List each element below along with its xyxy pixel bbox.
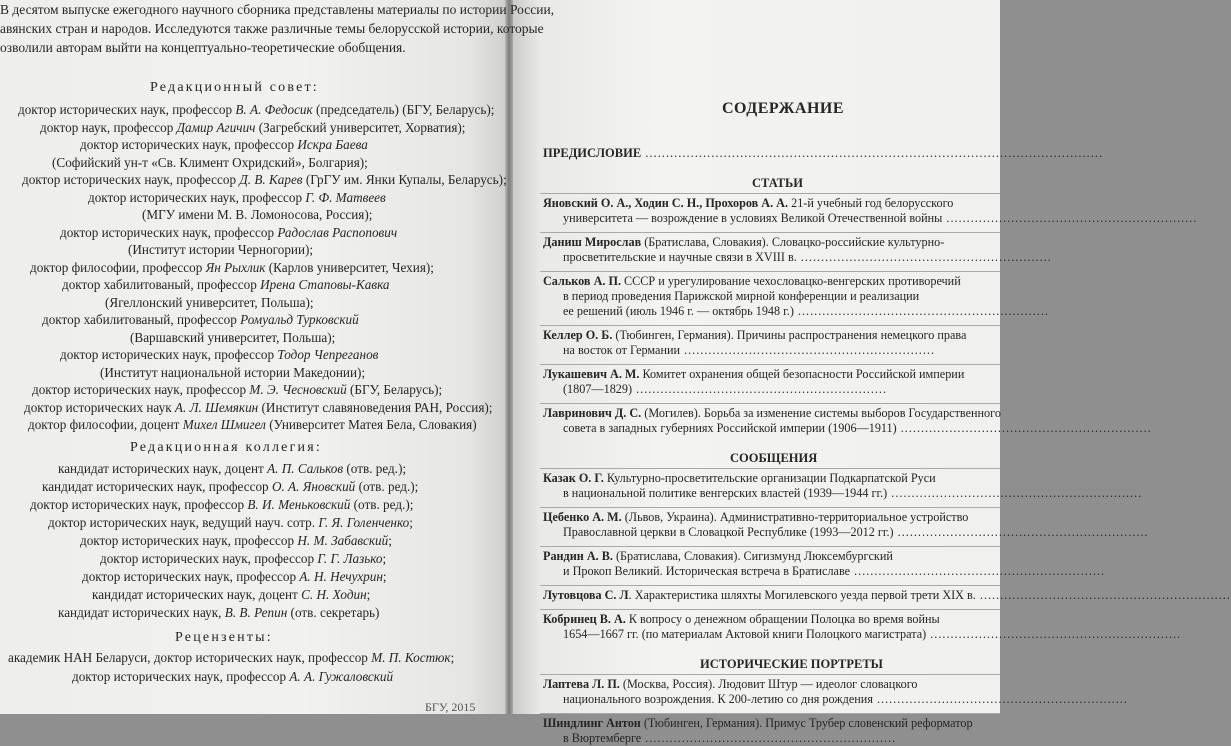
person-affiliation: ;	[450, 650, 455, 665]
person-role: кандидат исторических наук, доцент	[58, 461, 268, 476]
toc-preface	[543, 146, 1104, 161]
person-line	[58, 461, 406, 477]
person-role: доктор исторических наук, профессор	[18, 102, 236, 117]
book-gutter	[505, 0, 513, 714]
entry-line	[543, 471, 1000, 486]
entry-title: Культурно-просветительские организации Подкарпатской Руси	[603, 471, 936, 485]
person-name: М. Э. Чесновский	[249, 382, 347, 397]
person-role: доктор исторических наук, профессор	[30, 497, 248, 512]
person-affiliation: (ГрГУ им. Янки Купалы, Беларусь);	[302, 172, 507, 187]
person-line	[58, 605, 379, 621]
entry-line	[543, 549, 1000, 564]
entry-title: национального возрождения. К 200-летию со дня рождения	[563, 692, 873, 706]
person-affiliation: ;	[382, 551, 387, 566]
entry-line	[543, 716, 1000, 731]
entry-line	[563, 289, 1000, 304]
person-name: Дамир Агичич	[176, 119, 256, 135]
person-role: кандидат исторических наук,	[58, 605, 225, 620]
person-role: доктор исторических наук, профессор	[32, 382, 250, 397]
leader-dots: ..............................................................	[942, 211, 1198, 225]
entry-author: Лаптева Л. П.	[543, 677, 620, 691]
person-affiliation: ;	[366, 587, 371, 602]
person-role: доктор исторических наук, профессор	[82, 569, 300, 584]
person-line	[24, 400, 492, 416]
leader-dots: ..............................................................	[893, 525, 1149, 539]
leader-dots: ..............................................................	[975, 588, 1231, 602]
entry-divider	[540, 193, 1000, 194]
entry-title: совета в западных губерниях Российской империи (1906—1911)	[563, 421, 897, 435]
person-line	[80, 533, 392, 549]
entry-line	[563, 692, 1128, 707]
person-line	[100, 551, 386, 567]
person-name: В. И. Меньковский	[247, 497, 351, 512]
entry-title: университета — возрождение в условиях Великой Отечественной войны	[563, 211, 943, 225]
person-name: О. А. Яновский	[271, 479, 356, 494]
person-role: доктор философии, доцент	[28, 417, 183, 432]
person-role: доктор исторических наук, профессор	[80, 533, 298, 548]
board-heading: Редакционная коллегия:	[130, 440, 322, 455]
entry-line	[543, 588, 1231, 603]
leader-dots: ..............................................................	[641, 731, 897, 745]
person-line	[8, 650, 454, 666]
person-line	[92, 587, 370, 603]
person-affiliation: ;	[382, 569, 387, 584]
entry-title: (Тюбинген, Германия). Причины распространения немецкого права	[612, 328, 967, 342]
person-line	[18, 102, 494, 118]
entry-line	[563, 211, 1198, 226]
entry-title: . Характеристика шляхты Могилевского уезда первой трети XIX в.	[628, 588, 976, 602]
entry-line	[563, 304, 1049, 319]
person-affiliation: (Институт славяноведения РАН, Россия);	[258, 399, 493, 415]
person-role: академик НАН Беларуси, доктор исторических наук, профессор	[8, 650, 372, 665]
reviewers-heading: Рецензенты:	[175, 630, 273, 645]
person-role: (Варшавский университет, Польша);	[130, 329, 336, 345]
leader-dots: ..............................................................	[632, 382, 888, 396]
entry-title: и Прокоп Великий. Историческая встреча в Братиславе	[563, 564, 851, 578]
person-name: Н. М. Забавский	[297, 533, 389, 548]
person-line	[100, 365, 365, 381]
person-line	[130, 330, 335, 346]
entry-title: 21-й учебный год белорусского	[788, 196, 954, 210]
person-role: (Софийский ун-т «Св. Климент Охридский», Болгария);	[52, 154, 368, 170]
entry-divider	[540, 364, 1000, 365]
person-affiliation: (отв. секретарь)	[287, 605, 380, 620]
entry-line	[563, 627, 1182, 642]
entry-title: (Львов, Украина). Административно-территориальное устройство	[621, 510, 969, 524]
preface-label: ПРЕДИСЛОВИЕ	[543, 146, 642, 160]
entry-author: Сальков А. П.	[543, 274, 621, 288]
person-line	[60, 347, 378, 363]
entry-author: Келлер О. Б.	[543, 328, 613, 342]
person-role: (Институт истории Черногории);	[128, 242, 314, 257]
person-affiliation: (Университет Матея Бела, Словакия)	[265, 417, 477, 432]
entry-author: Кобринец В. А.	[543, 612, 626, 626]
person-affiliation: (председатель) (БГУ, Беларусь);	[312, 102, 495, 117]
intro-line: озволили авторам выйти на концептуально-теоретические обобщения.	[0, 40, 406, 55]
person-line	[62, 277, 390, 293]
person-line	[82, 569, 387, 585]
person-role: доктор хабилитованый, профессор	[42, 312, 241, 327]
entry-title: в национальной политике венгерских властей (1939—1944 гг.)	[563, 486, 888, 500]
person-line	[42, 479, 418, 495]
entry-title: К вопросу о денежном обращении Полоцка во время войны	[625, 612, 940, 626]
person-role: доктор наук, профессор	[40, 119, 177, 135]
person-affiliation: ;	[409, 515, 413, 530]
person-role: доктор исторических наук, профессор	[80, 137, 298, 152]
entry-divider	[540, 325, 1000, 326]
person-role: (МГУ имени М. В. Ломоносова, Россия);	[142, 207, 373, 222]
entry-line	[543, 406, 1000, 421]
entry-divider	[540, 403, 1000, 404]
person-name: В. В. Репин	[224, 605, 288, 620]
entry-author: Шиндлинг Антон	[543, 716, 641, 730]
person-name: А. П. Сальков	[267, 461, 344, 476]
person-name: Г. Г. Лазько	[317, 551, 383, 566]
person-role: кандидат исторических наук, доцент	[92, 587, 302, 602]
person-name: Г. Ф. Матвеев	[305, 189, 386, 205]
person-role: доктор исторических наук, профессор	[60, 224, 278, 240]
intro-line: В десятом выпуске ежегодного научного сборника представлены материалы по истории России,	[0, 2, 555, 17]
entry-line	[543, 367, 1000, 382]
toc-section-heading: ИСТОРИЧЕСКИЕ ПОРТРЕТЫ	[700, 657, 883, 671]
person-affiliation: ;	[388, 533, 392, 548]
entry-line	[543, 328, 1000, 343]
leader-dots: ...............................................................................................................	[641, 146, 1104, 160]
person-role: доктор исторических наук	[24, 399, 175, 415]
entry-divider	[540, 713, 1000, 714]
entry-title: (Москва, Россия). Людовит Штур — идеолог словацкого	[619, 677, 918, 691]
person-role: доктор философии, профессор	[30, 259, 206, 275]
entry-divider	[540, 507, 1000, 508]
entry-divider	[540, 271, 1000, 272]
entry-author: Казак О. Г.	[543, 471, 604, 485]
entry-title: Православной церкви в Словацкой Республике (1993—2012 гг.)	[563, 525, 894, 539]
entry-title: (Братислава, Словакия). Словацко-российские культурно-	[641, 235, 945, 249]
entry-line	[563, 486, 1143, 501]
person-line	[60, 225, 397, 241]
entry-title: Комитет охранения общей безопасности Российской империи	[639, 367, 965, 381]
toc-section-heading: СООБЩЕНИЯ	[730, 451, 818, 465]
entry-title: просветительские и научные связи в XVIII в.	[563, 250, 797, 264]
person-line	[40, 120, 465, 136]
entry-line	[543, 677, 1000, 692]
person-line	[30, 497, 413, 513]
person-name: С. Н. Ходин	[301, 587, 367, 602]
person-line	[142, 207, 372, 223]
person-role: кандидат исторических наук, профессор	[42, 479, 272, 494]
person-name: Михел Шмигел	[182, 417, 266, 432]
person-name: А. Л. Шемякин	[174, 399, 259, 415]
entry-divider	[540, 232, 1000, 233]
entry-divider	[540, 585, 1000, 586]
person-name: А. Н. Нечухрин	[299, 569, 383, 584]
entry-line	[563, 525, 1149, 540]
council-heading: Редакционный совет:	[150, 80, 319, 95]
entry-line	[563, 731, 1000, 746]
leader-dots: ..............................................................	[793, 304, 1049, 318]
person-role: доктор исторических наук, профессор	[100, 551, 318, 566]
entry-line	[543, 612, 1000, 627]
person-line	[80, 137, 368, 153]
entry-line	[543, 510, 1000, 525]
leader-dots: ..............................................................	[796, 250, 1052, 264]
person-line	[32, 382, 442, 398]
entry-line	[543, 274, 1000, 289]
person-name: Ирена Стаповы-Кавка	[260, 277, 390, 292]
person-name: Д. В. Карев	[239, 172, 303, 187]
entry-divider	[540, 609, 1000, 610]
person-affiliation: (отв. ред.);	[350, 497, 414, 512]
entry-author: Цебенко А. М.	[543, 510, 622, 524]
entry-title: СССР и урегулирование чехословацко-венгерских противоречий	[621, 274, 961, 288]
entry-line	[563, 382, 1000, 397]
entry-line	[563, 343, 1000, 358]
person-role: (Институт национальной истории Македонии);	[100, 364, 366, 380]
leader-dots: ..............................................................	[850, 564, 1105, 578]
person-line	[42, 312, 359, 328]
person-name: Радослав Распопович	[277, 224, 398, 240]
person-role: доктор исторических наук, профессор	[60, 347, 278, 362]
leader-dots: ..............................................................	[680, 343, 935, 357]
person-role: доктор исторических наук, профессор	[22, 172, 240, 187]
entry-line	[563, 421, 1152, 436]
person-name: М. П. Костюк	[371, 650, 451, 665]
entry-line	[543, 235, 1000, 250]
leader-dots: ..............................................................	[926, 627, 1182, 641]
entry-author: Лукашевич А. М.	[543, 367, 640, 381]
person-line	[52, 155, 368, 171]
person-name: Ромуальд Турковский	[240, 312, 359, 327]
person-role: доктор хабилитованый, профессор	[62, 277, 261, 292]
leader-dots: ..............................................................	[887, 486, 1143, 500]
intro-line: авянских стран и народов. Исследуются также различные темы белорусской истории, которые	[0, 21, 544, 36]
entry-author: Даниш Мирослав	[543, 235, 642, 249]
person-role: доктор исторических наук, профессор	[88, 189, 306, 205]
entry-author: Яновский О. А., Ходин С. Н., Прохоров А. А.	[543, 196, 789, 210]
person-affiliation: (отв. ред.);	[343, 461, 407, 476]
person-affiliation: (Загребский университет, Хорватия);	[255, 119, 466, 135]
person-name: В. А. Федосик	[235, 102, 313, 117]
leader-dots: ..............................................................	[872, 692, 1128, 706]
entry-title: (Могилев). Борьба за изменение системы выборов Государственного	[641, 406, 1001, 420]
person-line	[105, 295, 314, 311]
entry-title: ее решений (июль 1946 г. — октябрь 1948 г.)	[563, 304, 794, 318]
entry-author: Лавринович Д. С.	[543, 406, 642, 420]
leader-dots: ..............................................................	[896, 421, 1152, 435]
entry-divider	[540, 546, 1000, 547]
entry-author: Лутовцова С. Л	[543, 588, 629, 602]
entry-title: (Тюбинген, Германия). Примус Трубер словенский реформатор	[640, 716, 973, 730]
entry-line	[563, 564, 1105, 579]
entry-title: в Вюртемберге	[563, 731, 642, 745]
entry-title: (Братислава, Словакия). Сигизмунд Люксембургский	[612, 549, 893, 563]
toc-title: СОДЕРЖАНИЕ	[722, 100, 845, 117]
person-affiliation: (БГУ, Беларусь);	[346, 382, 443, 397]
person-line	[48, 515, 413, 531]
entry-title: в период проведения Парижской мирной конференции и реализации	[563, 289, 920, 303]
entry-title: 1654—1667 гг. (по материалам Актовой книги Полоцкого магистрата)	[563, 627, 927, 641]
person-name: Г. Я. Голенченко	[318, 515, 410, 530]
entry-divider	[540, 674, 1000, 675]
entry-divider	[540, 468, 1000, 469]
entry-author: Рандин А. В.	[543, 549, 613, 563]
person-line	[22, 172, 507, 188]
person-role: (Ягеллонский университет, Польша);	[105, 294, 314, 310]
person-name: Искра Баева	[297, 137, 368, 152]
person-name: А. А. Гужаловский	[289, 669, 394, 684]
entry-title: на восток от Германии	[563, 343, 681, 357]
person-role: доктор исторических наук, профессор	[72, 669, 290, 684]
person-affiliation: (отв. ред.);	[355, 479, 419, 494]
person-line	[128, 242, 313, 258]
person-line	[72, 669, 393, 685]
entry-line	[563, 250, 1052, 265]
person-name: Тодор Чепреганов	[277, 347, 379, 362]
person-role: доктор исторических наук, ведущий науч. сотр.	[48, 515, 319, 530]
entry-title: (1807—1829)	[563, 382, 633, 396]
person-line	[28, 417, 477, 433]
person-line	[88, 190, 386, 206]
toc-section-heading: СТАТЬИ	[752, 176, 803, 190]
person-affiliation: (Карлов университет, Чехия);	[265, 259, 434, 275]
copyright-footer: БГУ, 2015	[425, 700, 476, 714]
person-name: Ян Рыхлик	[205, 259, 266, 275]
person-line	[30, 260, 434, 276]
entry-line	[543, 196, 1000, 211]
